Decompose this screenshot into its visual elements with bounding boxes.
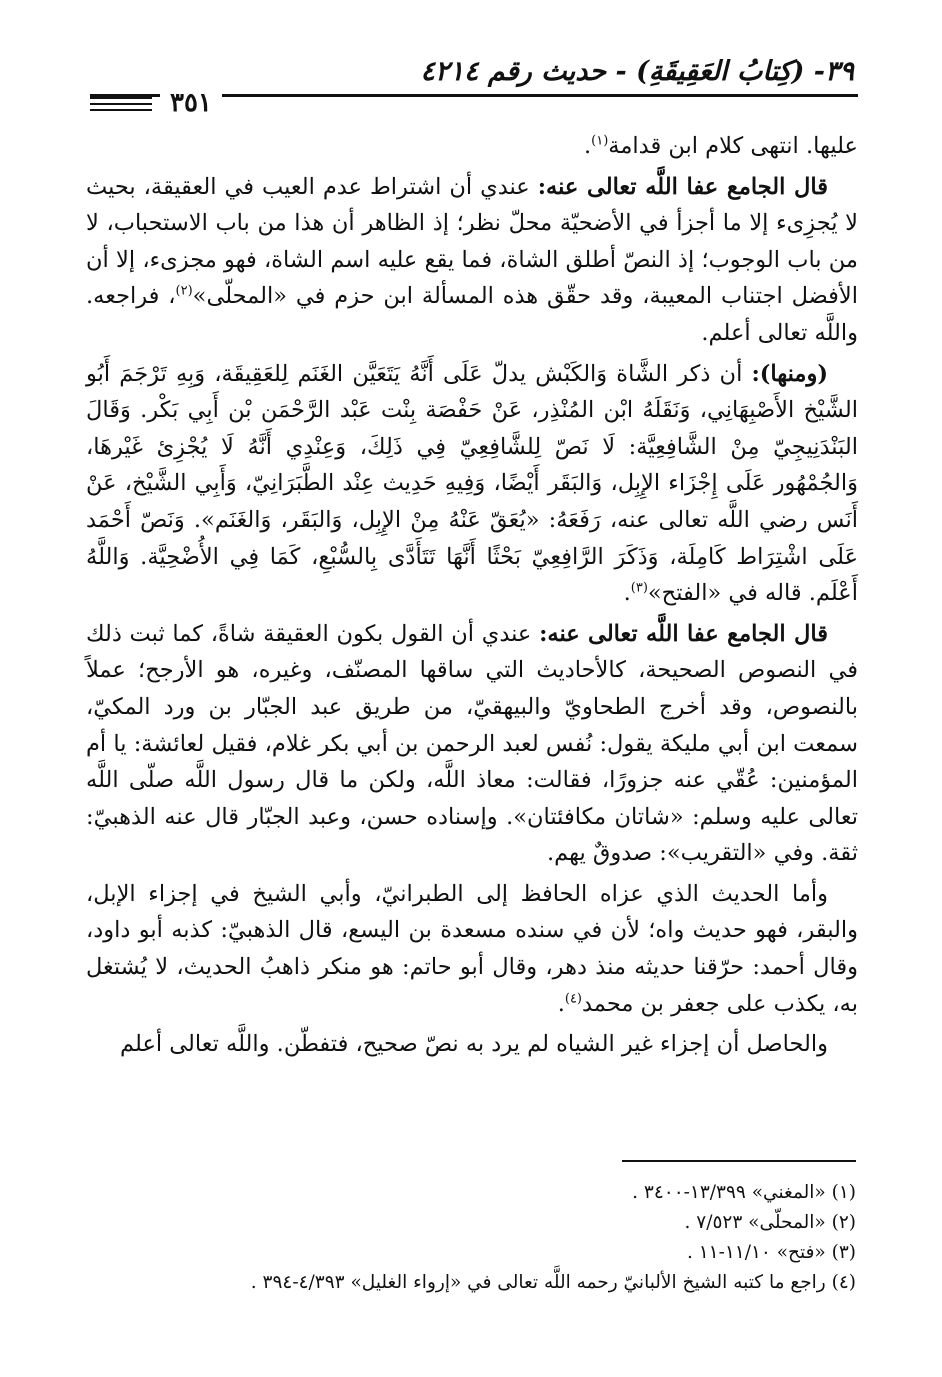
page-header-title: ٣٩- (كِتابُ العَقِيقَةِ) - حديث رقم ٤٢١٤ — [420, 56, 854, 87]
paragraph: قال الجامع عفا اللَّه تعالى عنه: عندي أن القول بكون العقيقة شاةً، كما ثبت ذلك في النصوص الصحيحة، كالأحاديث التي ساقها المصنّف، وغيره، هو الأرجح؛ عملاً بالنصوص، وقد أخرج الطحاويّ والبيهقيّ، من طريق عبد الجبّار بن ورد المكيّ، سمعت ابن أبي مليكة يقول: نُفس لعبد الرحمن بن أبي بكر غلام، فقيل لعائشة: يا أم المؤمنين: عُقّي عنه جزورًا، فقالت: معاذ اللَّه، ولكن ما قال رسول اللَّه صلّى اللَّه تعالى عليه وسلم: «شاتان مكافئتان». وإسناده حسن، وعبد الجبّار قال عنه الذهبيّ: ثقة. وفي «التقريب»: صدوقٌ يهم. — [86, 620, 858, 867]
header-decorative-lines — [90, 97, 152, 115]
paragraph: والحاصل أن إجزاء غير الشياه لم يرد به نصّ صحيح، فتفطّن. واللَّه تعالى أعلم — [120, 1031, 828, 1058]
footnote: (٣) «فتح» ١١/١٠-١١ . — [686, 1242, 856, 1263]
footnote-ref: (٢) — [175, 283, 193, 299]
paragraph: قال الجامع عفا اللَّه تعالى عنه: عندي أن اشتراط عدم العيب في العقيقة، بحيث لا يُجزِىء إلا ما أجزأ في الأضحيّة محلّ نظر؛ إذ الظاهر أن هذا من باب الاستحباب، لا من باب الوجوب؛ إذ النصّ أطلق الشاة، فما يقع عليه اسم الشاة، فهو مجزىء، إلا أن الأفضل اجتناب المعيبة، وقد حقّق هذه المسألة ابن حزم في «المحلّى»$^{(٢)}$، فراجعه. واللَّه تعالى أعلم. — [86, 173, 858, 346]
footnote: (٤) راجع ما كتبه الشيخ الألبانيّ رحمه اللَّه تعالى في «إرواء الغليل» ٤/٣٩٣-٣٩٤ . — [250, 1272, 856, 1293]
footnote: (٢) «المحلّى» ٧/٥٢٣ . — [684, 1212, 856, 1233]
paragraph-lead: قال الجامع عفا اللَّه تعالى عنه: — [539, 620, 828, 647]
footnote-separator — [622, 1160, 856, 1162]
paragraph: عليها. انتهى كلام ابن قدامة$^{(١)}$. — [583, 133, 858, 159]
paragraph-lead: (ومنها): — [751, 360, 828, 387]
paragraph-lead: قال الجامع عفا اللَّه تعالى عنه: — [537, 173, 828, 200]
footnote: (١) «المغني» ١٣/٣٩٩-٣٤٠٠ . — [632, 1182, 856, 1203]
paragraph: (ومنها): أن ذكر الشَّاة وَالكَبْش يدلّ عَلَى أَنَّهُ يَتَعَيَّن الغَنَم لِلعَقِيقَة، وَبِهِ تَرْجَمَ أَبُو الشَّيْخ الأَصْبِهَانِي، وَنَقَلَهُ ابْن المُنْذِر، عَنْ حَفْصَة بِنْت عَبْد الرَّحْمَن بْن أَبِي بَكْر. وَقَالَ البَنْدَنِيجِيّ مِنْ الشَّافِعِيَّة: لَا نَصّ لِلشَّافِعِيّ فِي ذَلِكَ، وَعِنْدِي أَنَّهُ لَا يُجْزِئ غَيْرهَا، وَالجُمْهُور عَلَى إِجْزَاء الإِبِل، وَالبَقَر أَيْضًا، وَفِيهِ حَدِيث عِنْد الطَّبَرَانِيّ، وَأَبِي الشَّيْخ، عَنْ أَنَس رضي اللَّه تعالى عنه، رَفَعَهُ: «يُعَقّ عَنْهُ مِنْ الإِبِل، وَالبَقَر، وَالغَنَم». وَنَصّ أَحْمَد عَلَى اشْتِرَاط كَامِلَة، وَذَكَرَ الرَّافِعِيّ بَحْثًا أَنَّهَا تَتَأَدَّى بِالسُّبْعِ، كَمَا فِي الأُضْحِيَّة. وَاللَّهُ أَعْلَم. قاله في «الفتح»$^{(٣)}$. — [86, 360, 858, 607]
main-text — [86, 128, 858, 1063]
page-number: ٣٥١ — [160, 88, 222, 118]
paragraph: وأما الحديث الذي عزاه الحافظ إلى الطبرانيّ، وأبي الشيخ في إجزاء الإبل، والبقر، فهو حديث واه؛ لأن في سنده مسعدة بن اليسع، قال الذهبيّ: كذبه أبو داود، وقال أحمد: حرّقنا حديثه منذ دهر، وقال أبو حاتم: هو منكر ذاهبُ الحديث، لا يُشتغل به، يكذب على جعفر بن محمد$^{(٤)}$. — [86, 880, 858, 1017]
footnote-ref: (١) — [591, 133, 609, 149]
footnote-ref: (٣) — [630, 580, 648, 596]
footnotes — [84, 1178, 856, 1298]
footnote-ref: (٤) — [564, 991, 582, 1007]
